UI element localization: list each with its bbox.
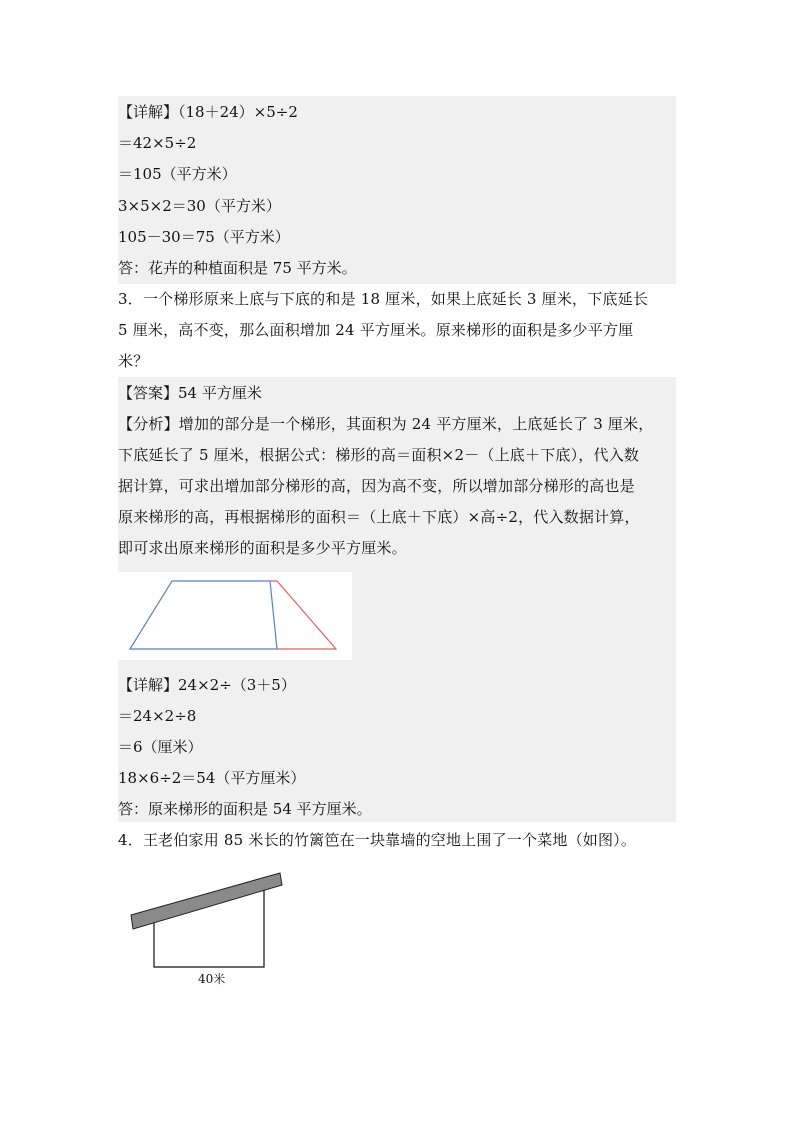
answer-line: 答：原来梯形的面积是 54 平方厘米。	[118, 800, 372, 818]
detail-line: 105－30＝75（平方米）	[118, 228, 290, 246]
analysis-line: 【分析】增加的部分是一个梯形，其面积为 24 平方厘米，上底延长了 3 厘米，	[118, 415, 654, 433]
wall-garden-figure	[128, 868, 288, 972]
analysis-line: 下底延长了 5 厘米，根据公式：梯形的高＝面积×2－（上底＋下底），代入数	[118, 446, 640, 464]
question-3-line: 5 厘米，高不变，那么面积增加 24 平方厘米。原来梯形的面积是多少平方厘	[118, 321, 634, 339]
answer-line: 答：花卉的种植面积是 75 平方米。	[118, 259, 357, 277]
answer-value: 【答案】54 平方厘米	[118, 384, 262, 402]
detail-block-1	[118, 96, 676, 284]
width-label: 40米	[198, 972, 226, 986]
analysis-line: 原来梯形的高，再根据梯形的面积＝（上底＋下底）×高÷2，代入数据计算，	[118, 508, 640, 526]
question-3-line: 米？	[118, 352, 149, 370]
detail-line: 3×5×2＝30（平方米）	[118, 197, 281, 215]
analysis-line: 即可求出原来梯形的面积是多少平方厘米。	[118, 539, 407, 557]
question-4-line: 4．王老伯家用 85 米长的竹篱笆在一块靠墙的空地上围了一个菜地（如图）。	[118, 831, 637, 849]
detail-line: 【详解】24×2÷（3＋5）	[118, 676, 296, 694]
detail-line: ＝24×2÷8	[118, 707, 197, 725]
detail-line: ＝42×5÷2	[118, 134, 197, 152]
detail-line: 18×6÷2＝54（平方厘米）	[118, 769, 306, 787]
wall-bar	[131, 873, 282, 929]
analysis-line: 据计算，可求出增加部分梯形的高，因为高不变，所以增加部分梯形的高也是	[118, 477, 635, 495]
detail-line: 【详解】（18＋24）×5÷2	[118, 103, 298, 121]
question-3-line: 3．一个梯形原来上底与下底的和是 18 厘米，如果上底延长 3 厘米，下底延长	[118, 290, 649, 308]
trapezoid-figure	[118, 572, 352, 660]
detail-line: ＝6（厘米）	[118, 738, 203, 756]
detail-line: ＝105（平方米）	[118, 165, 237, 183]
